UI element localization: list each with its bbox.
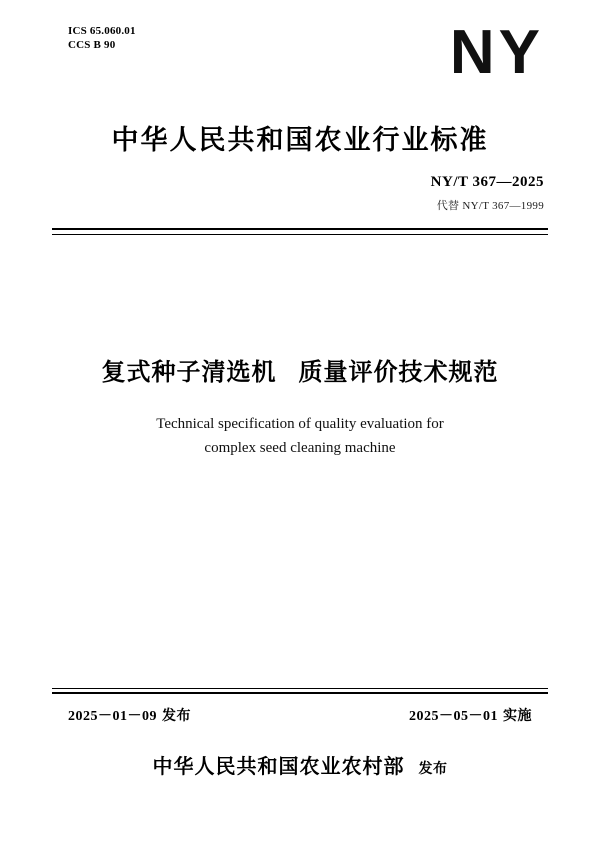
implement-label: 实施 [503, 708, 532, 724]
divider-bottom-thin [52, 688, 548, 689]
issuer-publish-label: 发布 [418, 761, 448, 777]
english-title-line1: Technical specification of quality evaluation for [156, 416, 444, 432]
divider-top-thin [52, 234, 548, 235]
divider-bottom-thick [52, 692, 548, 694]
ics-code: ICS 65.060.01 [68, 25, 136, 37]
standard-number-block [431, 174, 544, 213]
divider-top-thick [52, 228, 548, 230]
issue-date: 2025－01－09 [68, 709, 157, 724]
ccs-code: CCS B 90 [68, 39, 116, 51]
english-title-line2: complex seed cleaning machine [204, 440, 396, 456]
implement-date-group [409, 705, 532, 725]
issue-date-group [68, 705, 191, 725]
issuer-name: 中华人民共和国农业农村部 [152, 754, 405, 778]
date-row [68, 705, 532, 725]
classification-codes [68, 24, 136, 52]
issuer-row [0, 750, 600, 779]
standard-number: NY/T 367—2025 [430, 174, 544, 190]
document-title-part2: 质量评价技术规范 [298, 358, 499, 386]
document-title-part1: 复式种子清选机 [101, 358, 277, 386]
issue-label: 发布 [162, 708, 191, 724]
implement-date: 2025－05－01 [409, 709, 498, 724]
document-title [0, 352, 600, 387]
document-title-english [0, 412, 600, 460]
ny-logo: NY [449, 18, 544, 87]
standard-replaces: 代替 NY/T 367—1999 [436, 200, 544, 212]
page-title: 中华人民共和国农业行业标准 [111, 125, 489, 156]
